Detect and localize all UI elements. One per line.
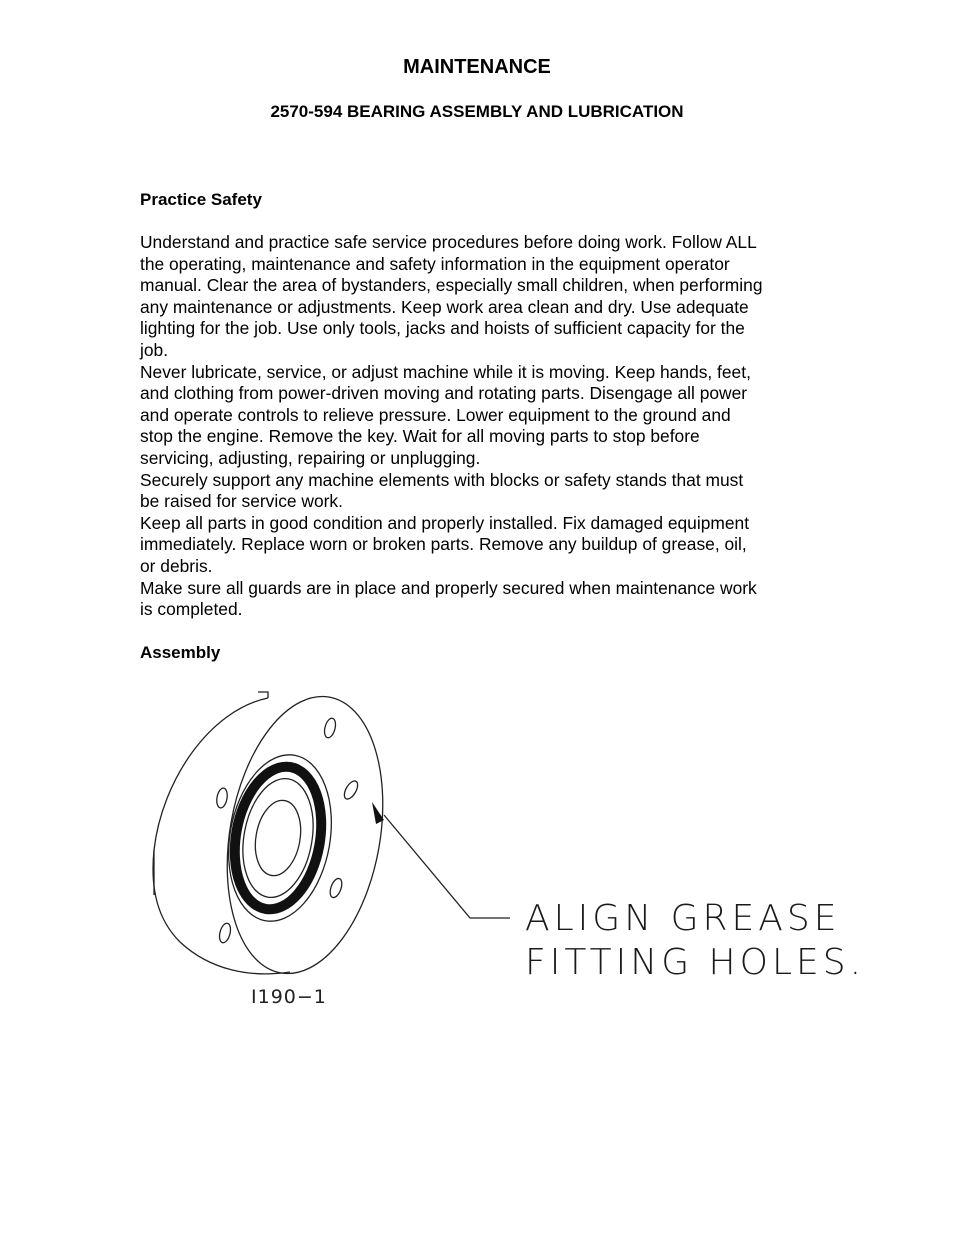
- figure-id-label: I190−1: [251, 986, 327, 1008]
- safety-line: is completed.: [140, 599, 243, 620]
- safety-body: [140, 232, 830, 621]
- safety-line: the operating, maintenance and safety information in the equipment operator: [140, 253, 730, 274]
- safety-line: Keep all parts in good condition and properly installed. Fix damaged equipment: [140, 512, 750, 533]
- callout-line-2: FITTING HOLES.: [525, 942, 866, 983]
- safety-line: any maintenance or adjustments. Keep work area clean and dry. Use adequate: [140, 296, 749, 317]
- safety-line: Understand and practice safe service procedures before doing work. Follow ALL: [140, 232, 757, 252]
- page-subtitle: 2570-594 BEARING ASSEMBLY AND LUBRICATION: [270, 102, 684, 121]
- safety-line: job.: [140, 339, 169, 360]
- safety-line: Securely support any machine elements with blocks or safety stands that must: [140, 469, 744, 490]
- safety-line: servicing, adjusting, repairing or unplugging.: [140, 447, 481, 468]
- safety-line: be raised for service work.: [140, 491, 343, 512]
- safety-heading: Practice Safety: [140, 190, 262, 209]
- safety-line: manual. Clear the area of bystanders, especially small children, when performing: [140, 275, 763, 296]
- safety-line: stop the engine. Remove the key. Wait for all moving parts to stop before: [140, 426, 700, 447]
- safety-line: or debris.: [140, 555, 213, 576]
- safety-line: and operate controls to relieve pressure. Lower equipment to the ground and: [140, 404, 731, 425]
- safety-line: lighting for the job. Use only tools, jacks and hoists of sufficient capacity for the: [140, 318, 745, 339]
- safety-line: Make sure all guards are in place and properly secured when maintenance work: [140, 577, 757, 598]
- callout-line-1: ALIGN GREASE: [525, 898, 841, 939]
- page-title: MAINTENANCE: [403, 56, 551, 78]
- safety-line: immediately. Replace worn or broken parts. Remove any buildup of grease, oil,: [140, 534, 747, 555]
- assembly-heading: Assembly: [140, 643, 221, 662]
- bearing-assembly-figure: [140, 680, 866, 1020]
- safety-line: Never lubricate, service, or adjust machine while it is moving. Keep hands, feet,: [140, 361, 751, 382]
- safety-line: and clothing from power-driven moving and rotating parts. Disengage all power: [140, 383, 748, 404]
